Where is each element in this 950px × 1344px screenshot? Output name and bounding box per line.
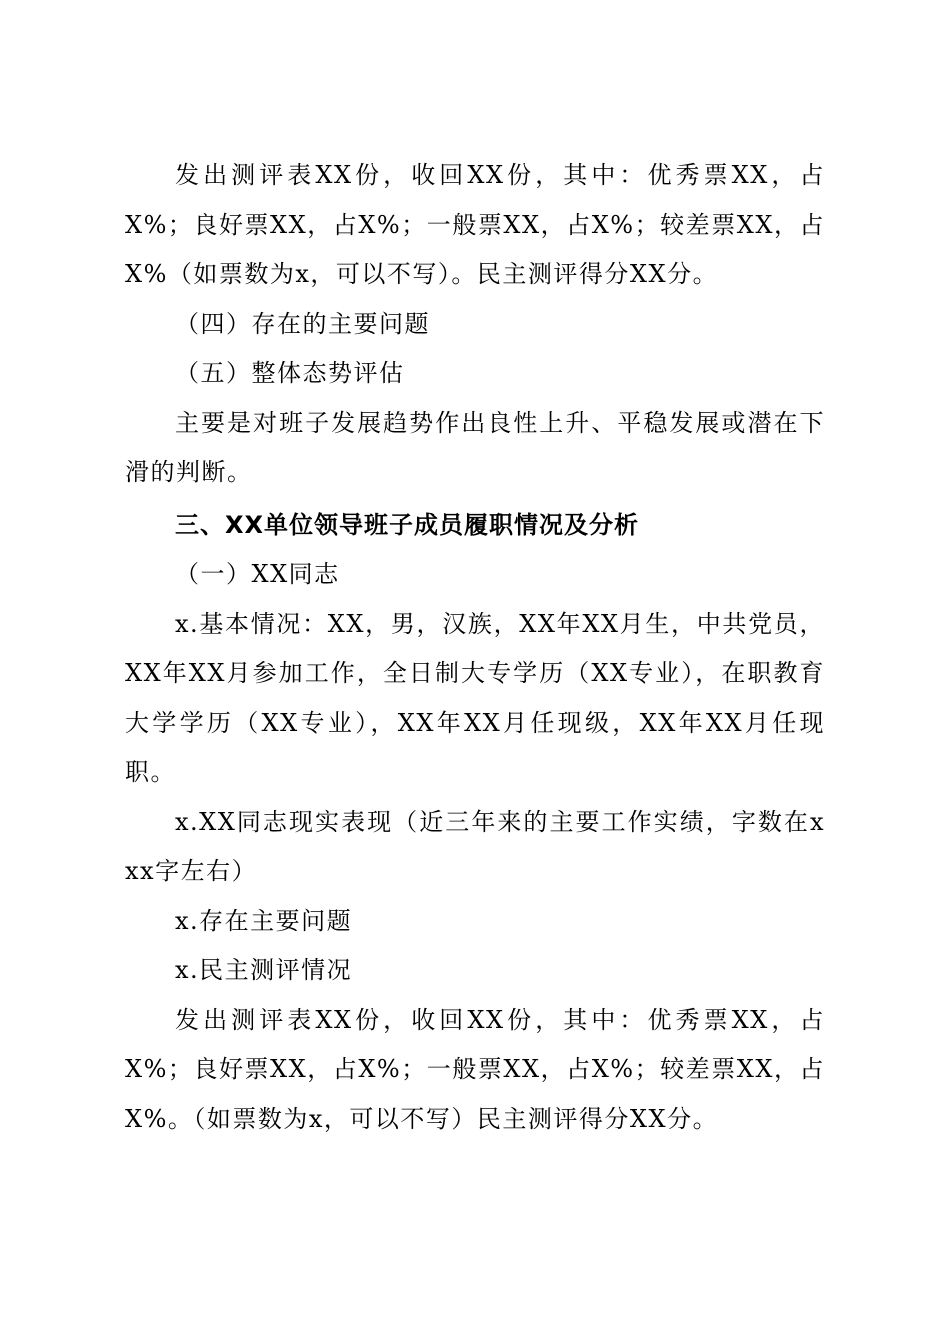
paragraph-vote-summary-2: 发出测评表XX份，收回XX份，其中：优秀票XX，占X%；良好票XX，占X%；一般票XX，占X%；较差票XX，占X%。（如票数为x，可以不写）民主测评得分XX分。: [125, 1005, 825, 1133]
paragraph-vote-summary-1: 发出测评表XX份，收回XX份，其中：优秀票XX，占X%；良好票XX，占X%；一般票XX，占X%；较差票XX，占X%（如票数为x，可以不写）。民主测评得分XX分。: [125, 161, 825, 288]
paragraph-trend-judgement: 主要是对班子发展趋势作出良性上升、平稳发展或潜在下滑的判断。: [125, 408, 825, 486]
subheading-main-problems: （四）存在的主要问题: [175, 309, 430, 338]
subheading-comrade: （一）XX同志: [175, 560, 340, 588]
item-main-problems: x.存在主要问题: [175, 906, 353, 935]
section-heading-members: 三、XX单位领导班子成员履职情况及分析: [175, 510, 640, 539]
subheading-overall-assessment: （五）整体态势评估: [175, 359, 405, 387]
document-body: [125, 151, 825, 1144]
paragraph-performance: x.XX同志现实表现（近三年来的主要工作实绩，字数在xxx字左右）: [125, 807, 825, 885]
item-democratic-evaluation: x.民主测评情况: [175, 956, 353, 984]
paragraph-basic-info: x.基本情况：XX，男，汉族，XX年XX月生，中共党员，XX年XX月参加工作，全日制大专学历（XX专业），在职教育大学学历（XX专业），XX年XX月任现级，XX年XX月任现职。: [125, 609, 825, 786]
